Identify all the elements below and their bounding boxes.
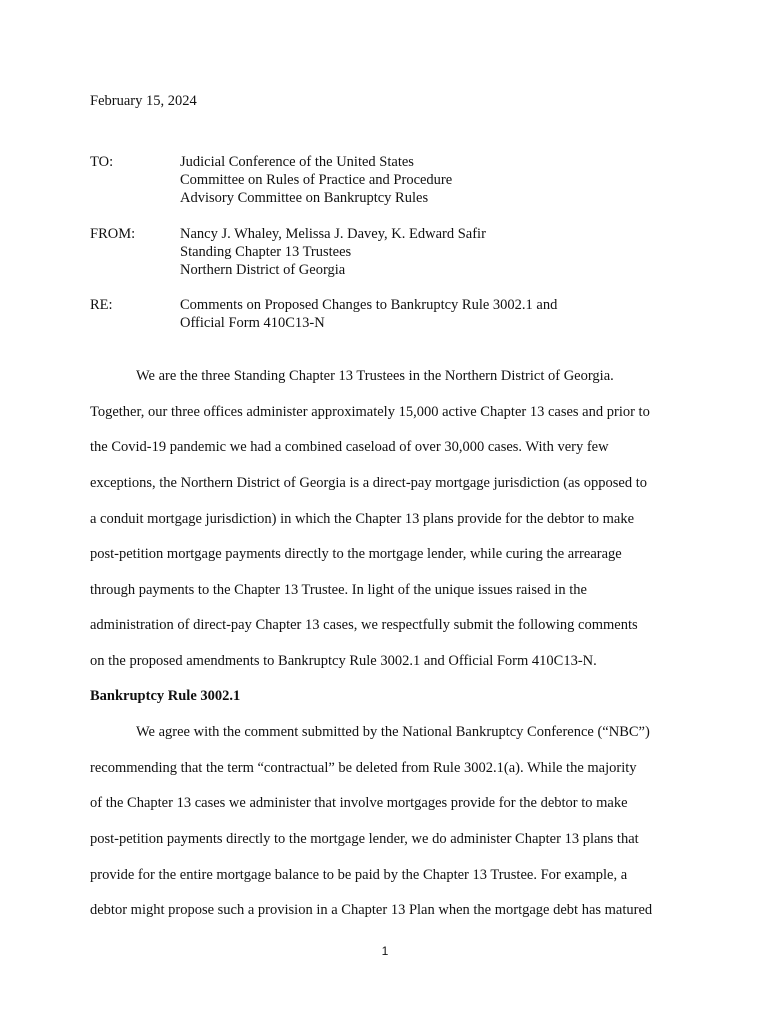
paragraph-line: We are the three Standing Chapter 13 Trustees in the Northern District of Georgia. [136,368,614,384]
paragraph-line: the Covid-19 pandemic we had a combined caseload of over 30,000 cases. With very few [90,439,609,455]
paragraph-line: recommending that the term “contractual” be deleted from Rule 3002.1(a). While the majority [90,760,637,776]
paragraph-line: post-petition payments directly to the mortgage lender, we do administer Chapter 13 plans that [90,831,639,847]
memo-re-line: Official Form 410C13-N [180,315,325,331]
paragraph-line: post-petition mortgage payments directly to the mortgage lender, while curing the arrearage [90,546,622,562]
paragraph-line: exceptions, the Northern District of Georgia is a direct-pay mortgage jurisdiction (as opposed to [90,475,648,491]
memo-to-line: Advisory Committee on Bankruptcy Rules [180,190,429,206]
paragraph-line: on the proposed amendments to Bankruptcy Rule 3002.1 and Official Form 410C13-N. [90,653,597,669]
memo-from-line: Standing Chapter 13 Trustees [180,244,352,260]
memo-from-line: Nancy J. Whaley, Melissa J. Davey, K. Edward Safir [180,226,486,242]
paragraph-line: We agree with the comment submitted by the National Bankruptcy Conference (“NBC”) [136,724,650,740]
paragraph-line: of the Chapter 13 cases we administer that involve mortgages provide for the debtor to make [90,795,628,811]
paragraph-line: a conduit mortgage jurisdiction) in which the Chapter 13 plans provide for the debtor to make [90,511,635,527]
paragraph-line: debtor might propose such a provision in a Chapter 13 Plan when the mortgage debt has matured [90,902,653,918]
paragraph-line: through payments to the Chapter 13 Trustee. In light of the unique issues raised in the [90,582,587,598]
memo-to-line: Judicial Conference of the United States [180,154,414,170]
page-number: 1 [381,944,389,958]
paragraph-line: provide for the entire mortgage balance to be paid by the Chapter 13 Trustee. For example, a [90,867,628,883]
memo-to-line: Committee on Rules of Practice and Procedure [180,172,453,188]
paragraph-line: Together, our three offices administer approximately 15,000 active Chapter 13 cases and prior to [90,404,650,420]
memo-re-label: RE: [90,297,113,313]
letter-date: February 15, 2024 [90,93,197,109]
memo-from-line: Northern District of Georgia [180,262,346,278]
paragraph-line: administration of direct-pay Chapter 13 cases, we respectfully submit the following comments [90,617,638,633]
memo-to-label: TO: [90,154,114,170]
memo-re-line: Comments on Proposed Changes to Bankruptcy Rule 3002.1 and [180,297,558,313]
memo-from-label: FROM: [90,226,136,242]
section-heading: Bankruptcy Rule 3002.1 [90,688,241,704]
